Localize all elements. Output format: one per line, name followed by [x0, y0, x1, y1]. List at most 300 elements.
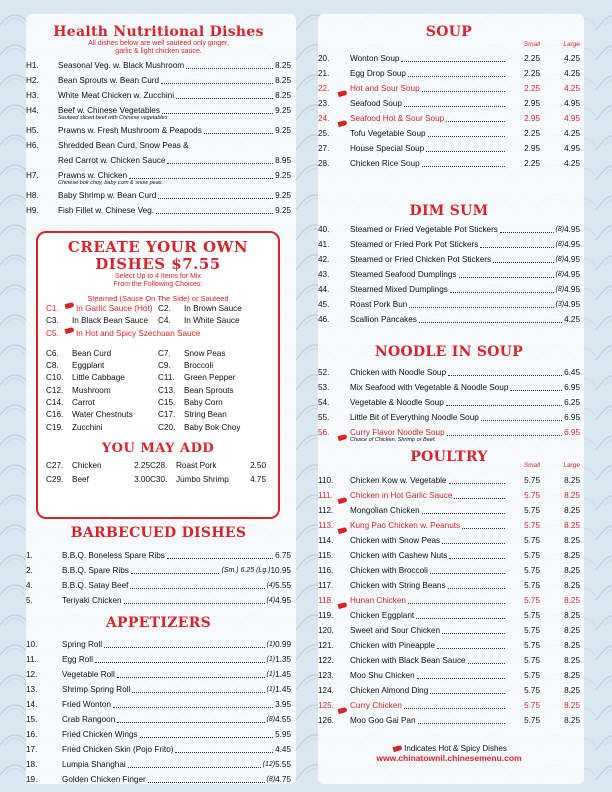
choice-option[interactable]	[46, 348, 158, 360]
item-number: H7.	[26, 171, 39, 180]
item-number: 12.	[26, 670, 38, 679]
menu-item-row[interactable]	[26, 682, 291, 697]
item-number: 41.	[318, 240, 330, 249]
menu-item-row[interactable]	[318, 608, 580, 623]
price-large: 8.25	[564, 716, 580, 725]
item-name: Egg Drop Soup	[350, 69, 406, 78]
menu-item-row[interactable]	[318, 380, 580, 395]
poultry-section	[318, 448, 580, 728]
price-small: 2.25	[524, 159, 540, 168]
menu-item-row[interactable]	[26, 727, 291, 742]
dot-leader	[481, 420, 562, 421]
sauce-option[interactable]	[158, 303, 270, 315]
price-large: 8.25	[564, 551, 580, 560]
item-price: 8.95	[275, 156, 291, 165]
c5-num: C5.	[46, 328, 59, 338]
item-name: Red Carrot w. Chicken Sauce	[58, 156, 166, 165]
item-name: Tofu Vegetable Soup	[350, 129, 426, 138]
dot-leader	[167, 558, 273, 559]
choice-name: String Bean	[184, 410, 227, 420]
noodle-list	[318, 365, 580, 444]
dot-leader	[462, 528, 505, 529]
item-quantity: (4)	[266, 597, 276, 604]
item-price: 4.95	[564, 270, 580, 279]
dot-leader	[446, 405, 562, 406]
poultry-title: POULTRY	[410, 449, 488, 465]
item-name: Curry Chicken	[350, 701, 402, 710]
item-quantity: (1)	[266, 671, 276, 678]
dot-leader	[500, 232, 554, 233]
item-number: 125.	[318, 701, 334, 710]
choice-option[interactable]	[158, 409, 270, 421]
choice-option[interactable]	[158, 422, 270, 434]
menu-item-row[interactable]	[26, 58, 291, 73]
add-number: C28.	[150, 460, 168, 470]
menu-item-row[interactable]	[318, 237, 580, 252]
item-number: 119.	[318, 611, 334, 620]
dot-leader	[480, 247, 553, 248]
item-name: Chicken with String Beans	[350, 581, 446, 590]
sauce-number: C1.	[46, 304, 59, 313]
price-small: 5.75	[524, 701, 540, 710]
item-number: 111.	[318, 491, 333, 500]
item-number: 46.	[318, 315, 330, 324]
price-small: 5.75	[524, 551, 540, 560]
item-price: 1.35	[275, 655, 291, 664]
choice-number: C10.	[46, 373, 64, 383]
bbq-title: BARBECUED DISHES	[70, 525, 247, 541]
noodle-title: NOODLE IN SOUP	[374, 344, 524, 360]
price-small: 2.25	[524, 69, 540, 78]
item-name: Steamed Seafood Dumplings	[350, 270, 457, 279]
dot-leader	[140, 737, 274, 738]
menu-item-row[interactable]	[318, 518, 580, 533]
item-price: 4.45	[275, 745, 291, 754]
menu-item-row[interactable]	[318, 713, 580, 728]
dot-leader	[176, 98, 273, 99]
dot-leader	[437, 648, 505, 649]
item-name: Chicken with Black Bean Sauce	[350, 656, 466, 665]
item-price: 5.95	[275, 730, 291, 739]
item-number: 22.	[318, 84, 330, 93]
health-subtitle-2: garlic & light chicken sauce.	[115, 48, 202, 55]
menu-item-row[interactable]	[26, 203, 291, 218]
item-quantity: (8)	[266, 716, 276, 723]
price-large: 8.25	[564, 656, 580, 665]
item-price: 5.55	[275, 760, 291, 769]
item-name: B.B.Q. Spare Ribs	[62, 566, 129, 575]
menu-item-row[interactable]	[26, 667, 291, 682]
sauce-number: C2.	[158, 304, 171, 313]
create-subtitle-2: From the Following Choices:	[113, 281, 203, 288]
item-name: Chicken with Snow Peas	[350, 536, 441, 545]
price-large: 8.25	[564, 701, 580, 710]
item-note: Sauteed sliced beef with Chinese vegetables	[58, 115, 168, 121]
dot-leader	[419, 322, 562, 323]
menu-item-row[interactable]	[318, 126, 580, 141]
dot-leader	[156, 213, 273, 214]
sauce-name: In Brown Sauce	[184, 304, 242, 313]
price-small: 2.25	[524, 129, 540, 138]
item-number: 52.	[318, 368, 330, 377]
item-name: Chicken with Noodle Soup	[350, 368, 447, 377]
item-number: 5.	[26, 596, 33, 605]
item-name: Moo Shu Chicken	[350, 671, 415, 680]
choice-name: Bean Sprouts	[184, 385, 234, 395]
price-large: 4.25	[564, 69, 580, 78]
item-number: 116.	[318, 566, 334, 575]
item-name: Steamed or Fried Vegetable Pot Stickers	[350, 225, 498, 234]
item-number: 16.	[26, 730, 38, 739]
item-name: Chicken Kow w. Vegetable	[350, 476, 447, 485]
item-quantity: (8)	[555, 271, 565, 278]
item-number: 113.	[318, 521, 334, 530]
bbq-section	[26, 524, 291, 608]
menu-item-row[interactable]	[318, 66, 580, 81]
choice-option[interactable]	[46, 409, 158, 421]
menu-item-row[interactable]	[318, 488, 580, 503]
item-number: 54.	[318, 398, 330, 407]
item-number: 56.	[318, 428, 330, 437]
choice-option[interactable]	[158, 348, 270, 360]
item-note: Chinese bok choy, baby corn & snow peas.	[58, 180, 164, 186]
item-name: Steamed or Fried Chicken Pot Stickers	[350, 255, 492, 264]
menu-item-row[interactable]	[318, 503, 580, 518]
item-number: 18.	[26, 760, 38, 769]
item-number: 2.	[26, 566, 33, 575]
item-name: Fried Chicken Wings	[62, 730, 138, 739]
item-name: Baby Shrimp w. Bean Curd	[58, 191, 157, 200]
item-quantity: (1)	[266, 641, 276, 648]
price-small: 5.75	[524, 626, 540, 635]
price-small: 5.75	[524, 671, 540, 680]
menu-item-row[interactable]	[26, 88, 291, 103]
item-number: 17.	[26, 745, 38, 754]
you-may-add-title: YOU MAY ADD	[101, 440, 215, 456]
item-quantity: (Sm.) 6.25 (Lg.)	[221, 567, 271, 574]
health-list	[26, 58, 291, 218]
item-name: Chicken with Broccoli	[350, 566, 428, 575]
dot-leader	[404, 708, 505, 709]
add-name[interactable]: Beef	[72, 474, 89, 484]
add-name[interactable]: Roast Pork	[176, 460, 217, 470]
item-price: 4.25	[564, 315, 580, 324]
item-price: 4.95	[564, 225, 580, 234]
item-number: 20.	[318, 54, 330, 63]
menu-item-row[interactable]	[318, 578, 580, 593]
menu-item-row[interactable]	[318, 653, 580, 668]
right-column	[318, 18, 580, 792]
dot-leader	[422, 513, 505, 514]
website-link[interactable]: www.chinatownil.chinesemenu.com	[376, 753, 522, 763]
choice-option[interactable]	[46, 372, 158, 384]
price-small: 5.75	[524, 641, 540, 650]
dot-leader	[158, 198, 273, 199]
item-price: 10.95	[270, 566, 291, 575]
menu-item-row[interactable]	[318, 668, 580, 683]
c5-name: In Hot and Spicy Szechuan Sauce	[76, 328, 201, 338]
dimsum-title: DIM SUM	[409, 203, 489, 219]
item-name: Wonton Soup	[350, 54, 400, 63]
menu-item-row[interactable]	[318, 548, 580, 563]
menu-item-row[interactable]	[26, 712, 291, 727]
item-number: 114.	[318, 536, 334, 545]
add-number: C27.	[46, 460, 64, 470]
item-quantity: (8)	[266, 776, 276, 783]
menu-item-row[interactable]	[318, 698, 580, 713]
menu-item-row[interactable]	[318, 141, 580, 156]
menu-item-row[interactable]	[318, 365, 580, 380]
dot-leader	[510, 390, 562, 391]
item-number: 45.	[318, 300, 330, 309]
menu-item-row[interactable]	[318, 252, 580, 267]
dot-leader	[167, 163, 273, 164]
item-name: Hunan Chicken	[350, 596, 406, 605]
add-price: 2.25	[134, 460, 150, 470]
menu-item-row[interactable]	[26, 652, 291, 667]
price-large: 8.25	[564, 476, 580, 485]
item-number: H8.	[26, 191, 39, 200]
create-subtitle-3: Steamed (Sauce On The Side) or Sauteed	[87, 294, 229, 303]
price-small: 5.75	[524, 506, 540, 515]
dot-leader	[130, 588, 264, 589]
menu-item-row[interactable]	[318, 156, 580, 171]
item-number: 42.	[318, 255, 330, 264]
add-name[interactable]: Jumbo Shrimp	[176, 474, 229, 484]
create-subtitle-1: Select Up to 4 Items for Mix	[115, 273, 201, 280]
item-name: Fried Chicken Skin (Pojo Frito)	[62, 745, 174, 754]
add-number: C30.	[150, 474, 168, 484]
item-name: Chicken in Hot Garlic Sauce	[350, 491, 453, 500]
item-number: H1.	[26, 61, 39, 70]
menu-item-row[interactable]	[26, 548, 291, 563]
bbq-list	[26, 548, 291, 608]
dot-leader	[430, 693, 505, 694]
item-name: White Meat Chicken w. Zucchini	[58, 91, 175, 100]
menu-item-row[interactable]	[26, 578, 291, 593]
menu-item-row[interactable]	[318, 267, 580, 282]
price-large: 8.25	[564, 671, 580, 680]
item-price: 4.95	[564, 255, 580, 264]
dot-leader	[450, 292, 554, 293]
menu-item-row[interactable]	[26, 123, 291, 138]
item-number: 55.	[318, 413, 330, 422]
choice-option[interactable]	[158, 397, 270, 409]
sauce-option[interactable]	[158, 315, 270, 327]
price-large: 4.95	[564, 99, 580, 108]
item-name: Kung Pao Chicken w. Peanuts	[350, 521, 461, 530]
menu-item-row[interactable]	[26, 563, 291, 578]
appetizers-title: APPETIZERS	[105, 615, 212, 631]
sauce-option[interactable]	[46, 303, 158, 315]
menu-item-row[interactable]	[318, 96, 580, 111]
dot-leader	[442, 543, 505, 544]
menu-item-row[interactable]	[318, 51, 580, 66]
dot-leader	[404, 106, 505, 107]
menu-item-row[interactable]	[318, 111, 580, 126]
menu-item-row[interactable]	[318, 563, 580, 578]
choice-option[interactable]	[46, 385, 158, 397]
sauce-name: In Garlic Sauce (Hot)	[76, 304, 153, 313]
appetizers-list	[26, 637, 291, 787]
dot-leader	[175, 752, 273, 753]
dot-leader	[128, 767, 261, 768]
choice-number: C6.	[46, 348, 59, 358]
choice-number: C8.	[46, 361, 59, 371]
menu-item-row[interactable]	[26, 757, 291, 772]
item-number: 126.	[318, 716, 334, 725]
item-number: 21.	[318, 69, 330, 78]
price-small: 5.75	[524, 686, 540, 695]
choice-number: C15.	[158, 398, 176, 408]
item-name: Steamed or Fried Pork Pot Stickers	[350, 240, 479, 249]
item-name: Seasonal Veg. w. Black Mushroom	[58, 61, 185, 70]
choice-option[interactable]	[46, 422, 158, 434]
dot-leader	[442, 633, 505, 634]
sauce-option[interactable]	[46, 315, 158, 327]
item-name: Spring Roll	[62, 640, 103, 649]
dot-leader	[124, 603, 265, 604]
price-large: 4.25	[564, 54, 580, 63]
soup-size-header	[507, 41, 580, 48]
soup-title: SOUP	[425, 24, 473, 40]
item-number: 120.	[318, 626, 334, 635]
price-small: 5.75	[524, 611, 540, 620]
dot-leader	[117, 722, 264, 723]
choice-option[interactable]	[46, 397, 158, 409]
menu-item-row[interactable]	[318, 395, 580, 410]
price-small: 5.75	[524, 656, 540, 665]
hot-pepper-icon	[338, 434, 348, 441]
item-number: 25.	[318, 129, 330, 138]
item-name: Moo Goo Gai Pan	[350, 716, 416, 725]
item-note: Choice of Chicken, Shrimp or Beef.	[350, 437, 436, 443]
choice-option[interactable]	[158, 372, 270, 384]
dot-leader	[422, 166, 505, 167]
item-price: 6.25	[564, 398, 580, 407]
choice-name: Green Pepper	[184, 373, 236, 383]
dot-leader	[401, 61, 505, 62]
choice-name: Baby Bok Choy	[184, 422, 241, 432]
add-price: 3.00	[134, 474, 150, 484]
menu-item-row[interactable]	[318, 81, 580, 96]
item-quantity: (8)	[555, 241, 565, 248]
sauce-number: C3.	[46, 316, 59, 326]
poultry-small-label: Small	[523, 462, 540, 469]
item-number: 44.	[318, 285, 330, 294]
menu-item-row[interactable]	[318, 683, 580, 698]
menu-item-row[interactable]	[318, 297, 580, 312]
add-name[interactable]: Chicken	[72, 460, 102, 470]
menu-item-row[interactable]	[26, 637, 291, 652]
menu-item-row[interactable]	[26, 697, 291, 712]
item-number: 28.	[318, 159, 330, 168]
menu-item-row[interactable]	[318, 312, 580, 327]
dimsum-section	[318, 202, 580, 327]
item-price: 8.25	[275, 91, 291, 100]
menu-item-row[interactable]	[26, 772, 291, 787]
dot-leader	[131, 573, 220, 574]
menu-item-row[interactable]	[318, 222, 580, 237]
menu-item-row[interactable]	[318, 473, 580, 488]
dot-leader	[408, 603, 505, 604]
menu-item-row[interactable]	[318, 593, 580, 608]
item-number: 118.	[318, 596, 334, 605]
dot-leader	[493, 262, 553, 263]
health-section	[26, 24, 291, 218]
hot-pepper-icon	[393, 745, 403, 752]
choice-name: Broccoli	[184, 361, 214, 371]
choice-number: C17.	[158, 410, 176, 420]
item-price: 6.95	[564, 383, 580, 392]
item-name: Steamed Mixed Dumplings	[350, 285, 448, 294]
item-name: Roast Pork Bun	[350, 300, 408, 309]
dot-leader	[454, 498, 505, 499]
dot-leader	[422, 91, 505, 92]
menu-item-row[interactable]	[26, 153, 291, 168]
sauce-c5-row	[46, 328, 270, 340]
menu-item-row[interactable]	[26, 742, 291, 757]
poultry-large-label: Large	[563, 462, 580, 469]
item-price: 4.55	[275, 715, 291, 724]
item-name: Egg Roll	[62, 655, 93, 664]
item-name: Mongolian Chicken	[350, 506, 420, 515]
menu-item-row[interactable]	[26, 593, 291, 608]
item-price: 8.25	[275, 76, 291, 85]
choice-number: C19.	[46, 422, 64, 432]
menu-item-row[interactable]	[318, 623, 580, 638]
item-name: Teriyaki Chicken	[62, 596, 122, 605]
soup-large-label: Large	[563, 41, 580, 48]
price-small: 5.75	[524, 581, 540, 590]
item-name: Mix Seafood with Vegetable & Noodle Soup	[350, 383, 509, 392]
dot-leader	[418, 723, 505, 724]
price-small: 5.75	[524, 566, 540, 575]
choice-option[interactable]	[46, 360, 158, 372]
dot-leader	[426, 151, 505, 152]
price-small: 2.95	[524, 99, 540, 108]
choice-option[interactable]	[158, 360, 270, 372]
item-price: 9.25	[275, 191, 291, 200]
choice-option[interactable]	[158, 385, 270, 397]
menu-item-row[interactable]	[318, 638, 580, 653]
add-price: 4.75	[250, 474, 266, 484]
dot-leader	[417, 678, 505, 679]
item-name: Prawns w. Fresh Mushroom & Peapods	[58, 126, 202, 135]
item-price: 4.95	[275, 596, 291, 605]
item-number: 40.	[318, 225, 330, 234]
menu-item-row[interactable]	[318, 533, 580, 548]
dot-leader	[161, 83, 273, 84]
menu-item-row[interactable]	[318, 410, 580, 425]
item-name: Shrimp Spring Roll	[62, 685, 131, 694]
item-name: Beef w. Chinese Vegetables	[58, 106, 160, 115]
menu-item-row[interactable]	[26, 188, 291, 203]
menu-item-row[interactable]	[26, 73, 291, 88]
item-name: Chicken Almond Ding	[350, 686, 429, 695]
menu-item-row[interactable]	[318, 282, 580, 297]
price-large: 4.25	[564, 84, 580, 93]
price-large: 8.25	[564, 686, 580, 695]
price-small: 5.75	[524, 596, 540, 605]
menu-item-row[interactable]	[26, 138, 291, 153]
item-name: Seafood Soup	[350, 99, 402, 108]
dot-leader	[448, 588, 505, 589]
item-number: 27.	[318, 144, 330, 153]
item-quantity: (1)	[266, 656, 276, 663]
price-small: 5.75	[524, 521, 540, 530]
item-number: 19.	[26, 775, 38, 784]
